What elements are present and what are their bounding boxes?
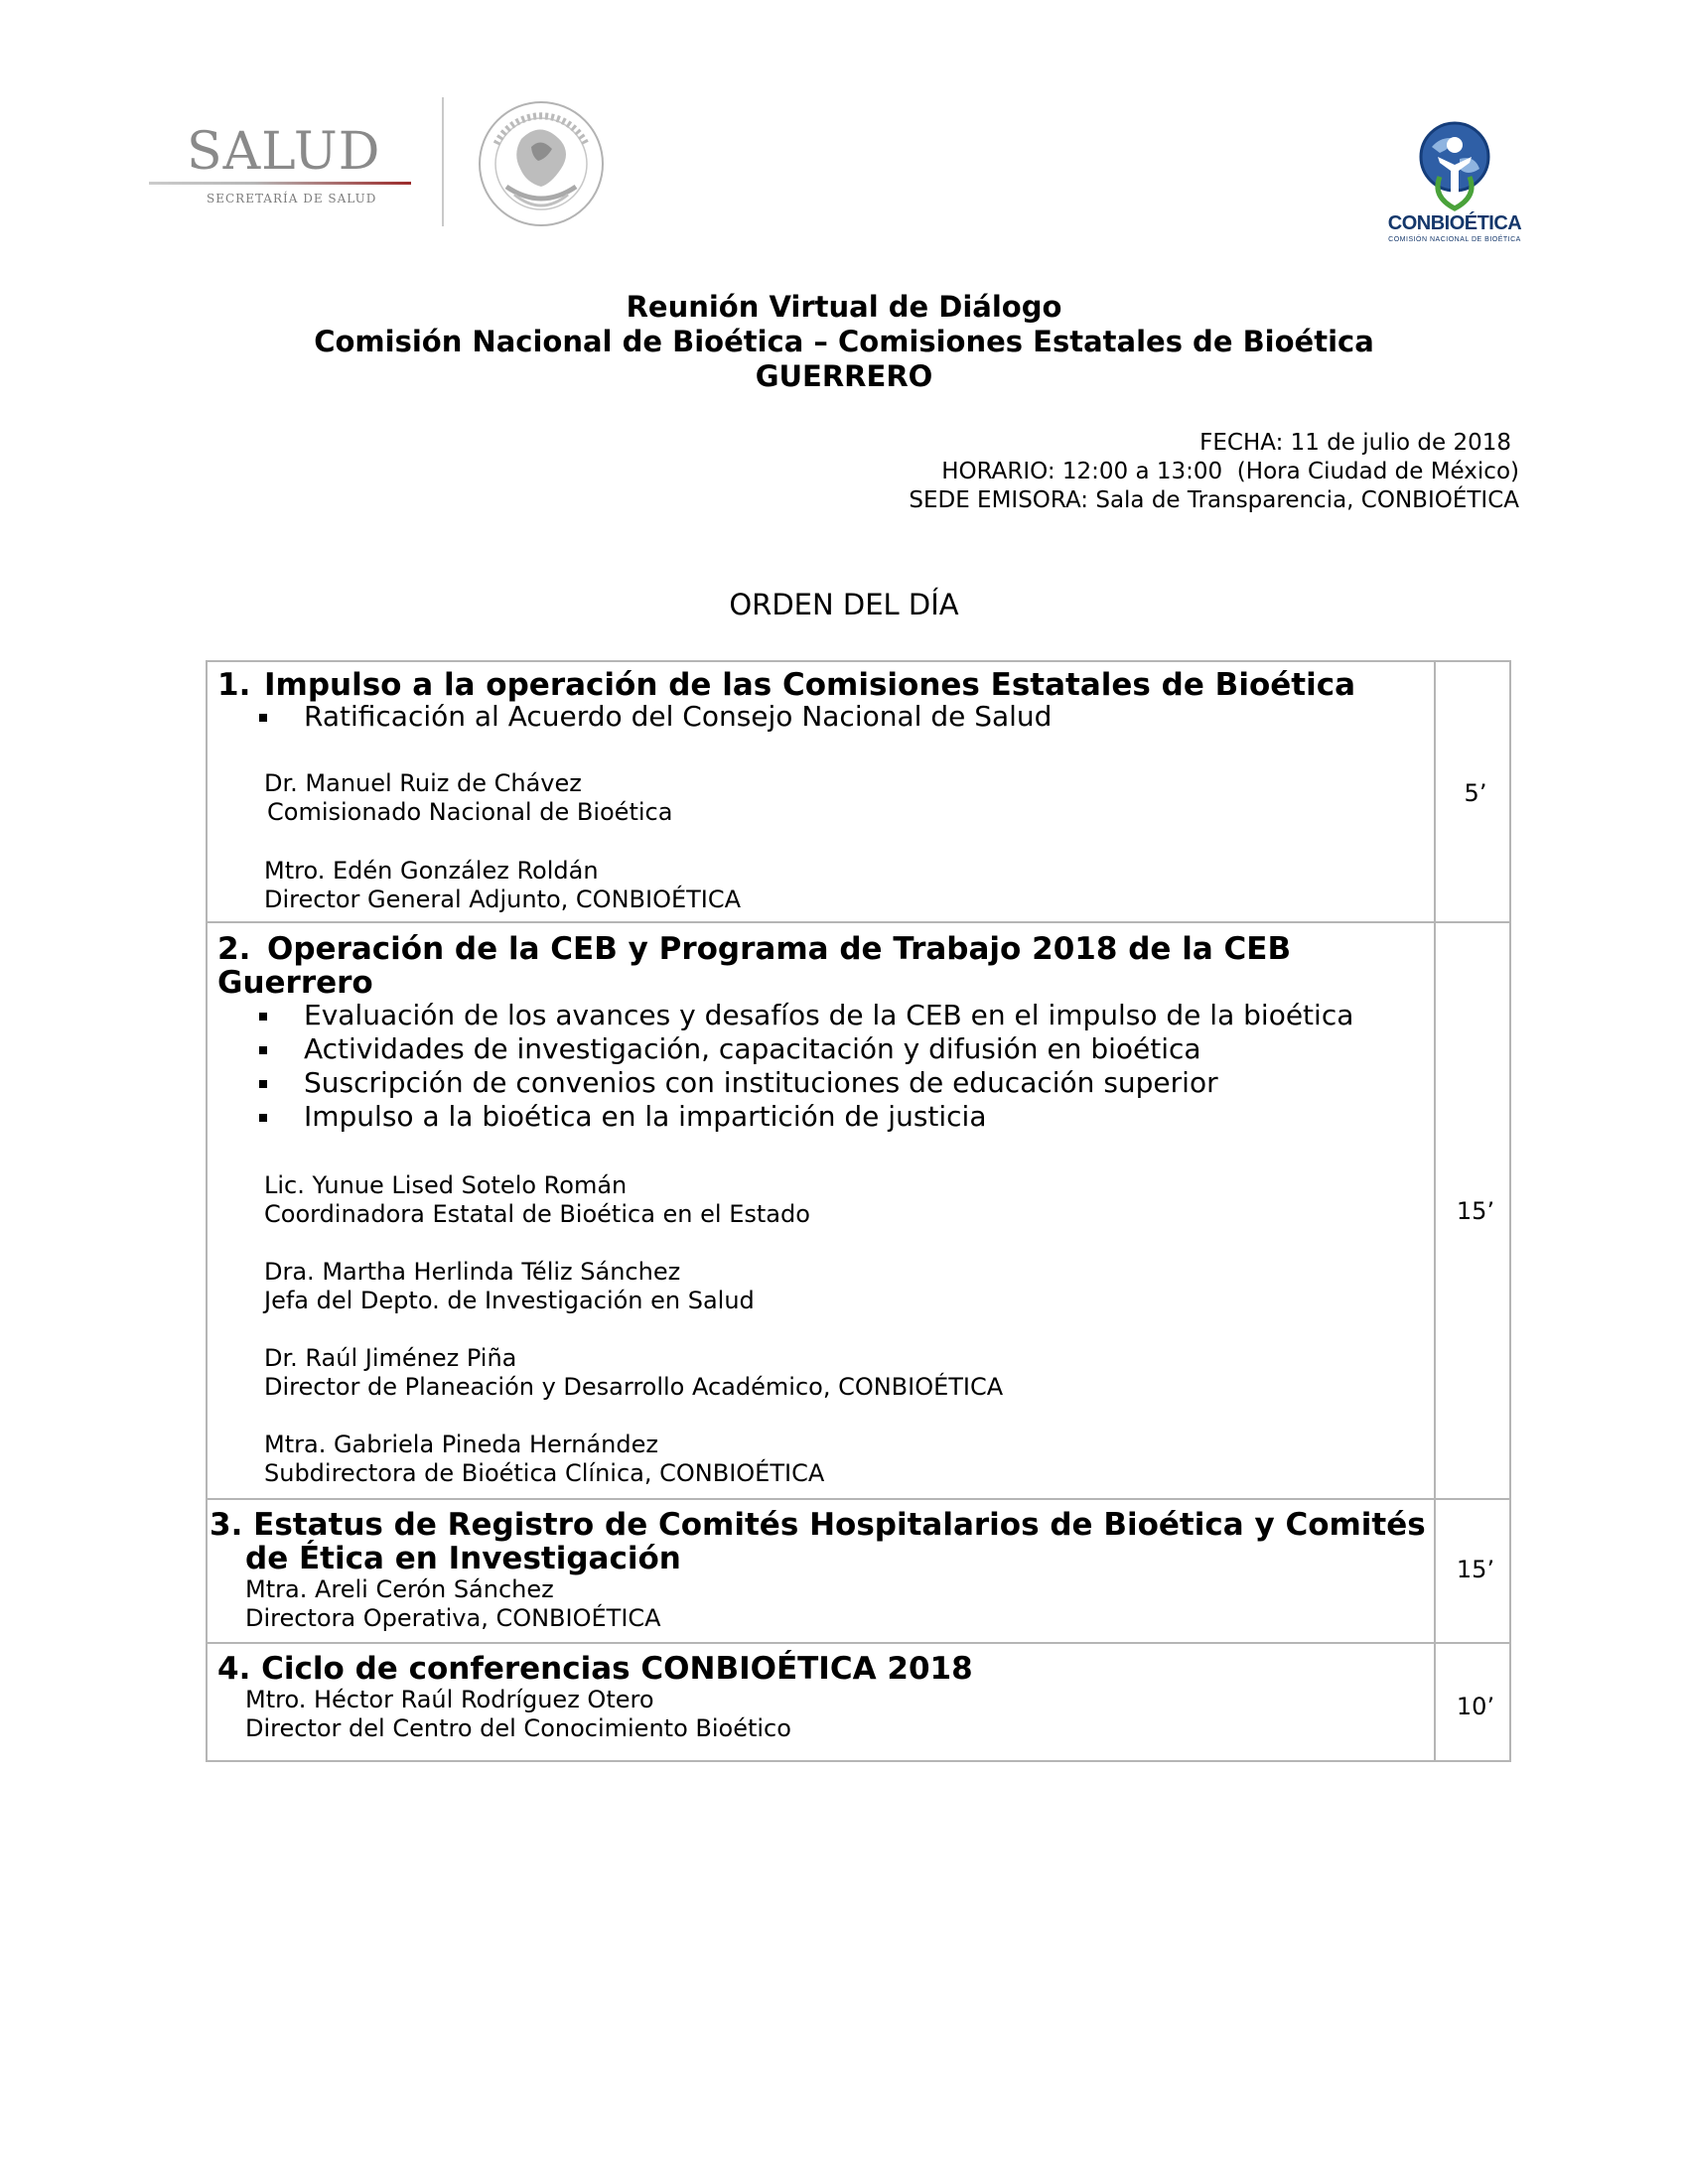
agenda-item-title: 3. Estatus de Registro de Comités Hospitalarios de Bioética y Comités bbox=[210, 1507, 1426, 1543]
speaker-name: Mtra. Areli Cerón Sánchez bbox=[245, 1575, 554, 1603]
speaker-role: Subdirectora de Bioética Clínica, CONBIOÉTICA bbox=[264, 1459, 825, 1487]
row-divider bbox=[208, 1498, 1509, 1500]
agenda-table bbox=[206, 660, 1511, 1762]
speaker-role: Directora Operativa, CONBIOÉTICA bbox=[245, 1604, 661, 1632]
agenda-item-title: Operación de la CEB y Programa de Trabajo 2018 de la CEB bbox=[267, 931, 1292, 967]
agenda-item-title: Impulso a la operación de las Comisiones Estatales de Bioética bbox=[264, 667, 1356, 703]
salud-logo-subtitle: SECRETARÍA DE SALUD bbox=[207, 192, 377, 205]
bullet-square-icon bbox=[259, 1080, 267, 1088]
row-divider bbox=[208, 1642, 1509, 1644]
duration: 15’ bbox=[1456, 1556, 1495, 1583]
agenda-item-number: 1. bbox=[217, 667, 251, 703]
bullet-square-icon bbox=[259, 1013, 267, 1021]
duration: 10’ bbox=[1456, 1693, 1495, 1720]
meeting-state: GUERRERO bbox=[755, 359, 933, 393]
meeting-title: Reunión Virtual de Diálogo bbox=[626, 290, 1062, 324]
meeting-schedule: HORARIO: 12:00 a 13:00 (Hora Ciudad de México) bbox=[941, 459, 1519, 484]
agenda-item-title: Guerrero bbox=[217, 965, 373, 1001]
speaker-role: Coordinadora Estatal de Bioética en el Estado bbox=[264, 1200, 810, 1228]
speaker-name: Mtra. Gabriela Pineda Hernández bbox=[264, 1431, 658, 1458]
speaker-role: Director de Planeación y Desarrollo Académico, CONBIOÉTICA bbox=[264, 1373, 1004, 1401]
speaker-name: Dr. Manuel Ruiz de Chávez bbox=[264, 769, 582, 797]
agenda-item-number: 2. bbox=[217, 931, 251, 967]
speaker-role: Director General Adjunto, CONBIOÉTICA bbox=[264, 886, 742, 913]
salud-logo bbox=[149, 114, 427, 223]
speaker-name: Mtro. Héctor Raúl Rodríguez Otero bbox=[245, 1686, 654, 1713]
speaker-role: Jefa del Depto. de Investigación en Salud bbox=[264, 1287, 755, 1314]
speaker-role: Director del Centro del Conocimiento Bioético bbox=[245, 1714, 791, 1742]
salud-logo-text: SALUD bbox=[187, 122, 381, 182]
agenda-bullet: Evaluación de los avances y desafíos de la CEB en el impulso de la bioética bbox=[304, 999, 1354, 1031]
bullet-square-icon bbox=[259, 1046, 267, 1054]
agenda-bullet: Suscripción de convenios con instituciones de educación superior bbox=[304, 1066, 1218, 1099]
bullet-square-icon bbox=[259, 714, 267, 722]
meeting-date: FECHA: 11 de julio de 2018 bbox=[1199, 430, 1511, 456]
agenda-bullet: Impulso a la bioética en la impartición de justicia bbox=[304, 1100, 987, 1133]
row-divider bbox=[208, 921, 1509, 923]
bullet-square-icon bbox=[259, 1114, 267, 1122]
agenda-item-title: 4. Ciclo de conferencias CONBIOÉTICA 2018 bbox=[217, 1651, 973, 1687]
speaker-name: Dra. Martha Herlinda Téliz Sánchez bbox=[264, 1258, 681, 1286]
agenda-bullet: Actividades de investigación, capacitación y difusión en bioética bbox=[304, 1032, 1201, 1065]
speaker-name: Lic. Yunue Lised Sotelo Román bbox=[264, 1171, 628, 1199]
meeting-subtitle: Comisión Nacional de Bioética – Comisiones Estatales de Bioética bbox=[314, 325, 1374, 358]
mexican-coat-of-arms-seal-icon bbox=[477, 99, 606, 228]
duration: 15’ bbox=[1456, 1197, 1495, 1225]
conbioetica-logo-text: CONBIOÉTICA bbox=[1387, 212, 1522, 234]
agenda-bullet: Ratificación al Acuerdo del Consejo Nacional de Salud bbox=[304, 700, 1053, 733]
speaker-name: Dr. Raúl Jiménez Piña bbox=[264, 1344, 517, 1372]
speaker-name: Mtro. Edén González Roldán bbox=[264, 857, 599, 885]
salud-logo-rule bbox=[149, 182, 411, 185]
meeting-venue: SEDE EMISORA: Sala de Transparencia, CONBIOÉTICA bbox=[909, 487, 1519, 513]
agenda-item-title: de Ética en Investigación bbox=[245, 1541, 681, 1576]
speaker-role: Comisionado Nacional de Bioética bbox=[267, 798, 673, 826]
duration: 5’ bbox=[1464, 779, 1487, 807]
conbioetica-logo-subtitle: COMISIÓN NACIONAL DE BIOÉTICA bbox=[1388, 236, 1521, 243]
conbioetica-logo bbox=[1380, 117, 1529, 251]
agenda-heading: ORDEN DEL DÍA bbox=[729, 588, 959, 621]
globe-person-icon bbox=[1380, 117, 1529, 212]
logo-divider bbox=[442, 97, 444, 226]
